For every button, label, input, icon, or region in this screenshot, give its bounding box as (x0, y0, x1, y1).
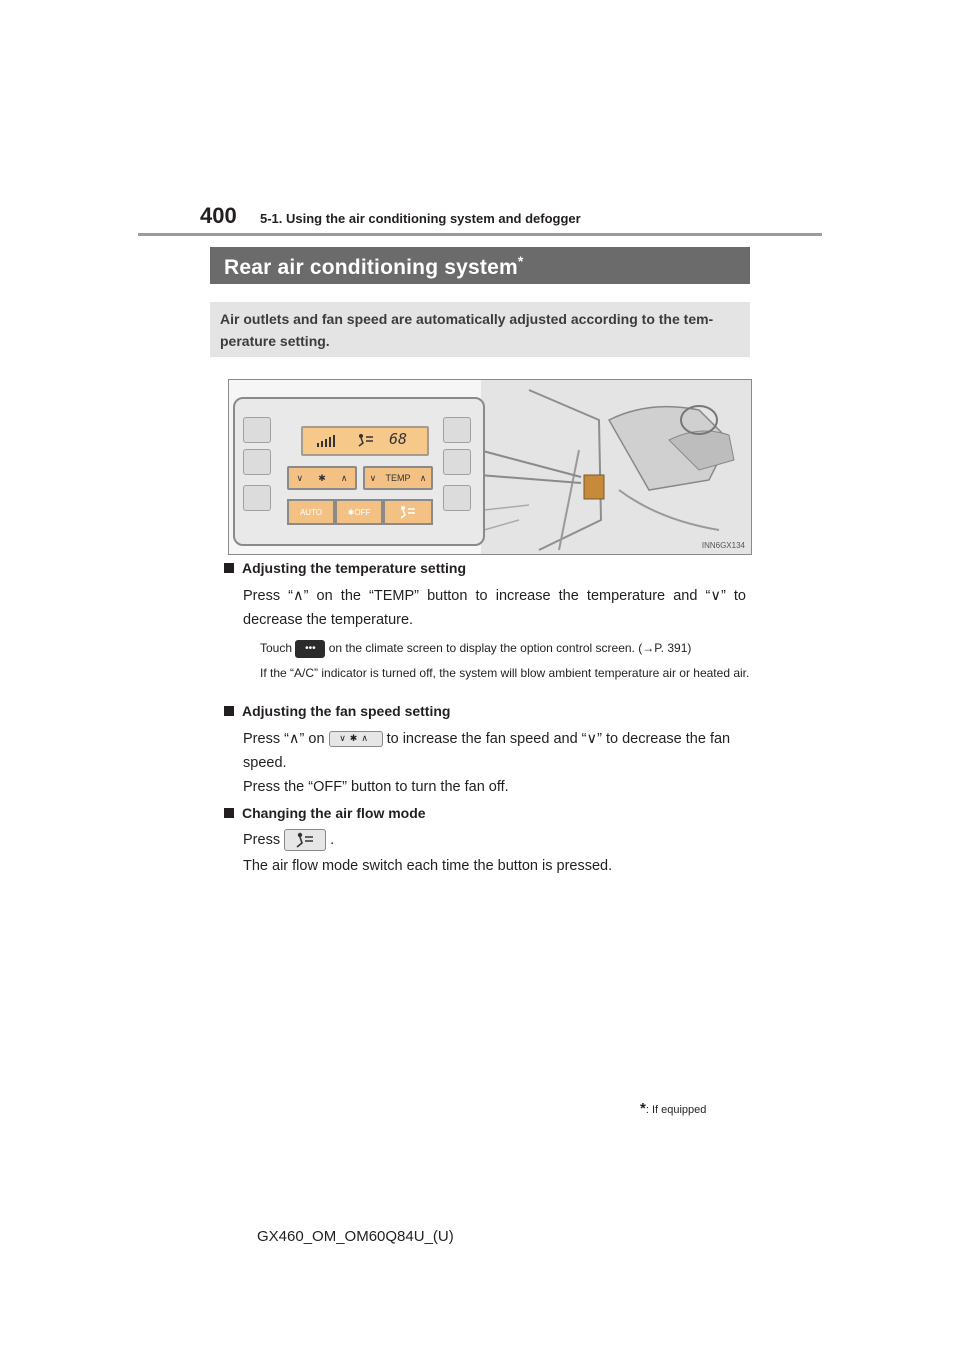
temperature-note-1 (260, 640, 750, 658)
fan-icon: ✱ (318, 472, 326, 483)
note-rest-text: on the climate screen to display the option control screen. (→P. 391) (328, 641, 692, 656)
chevron-down-icon: ∨ (296, 472, 304, 483)
fan-speed-rocker[interactable] (287, 466, 357, 490)
option-menu-icon: ••• (295, 640, 325, 658)
fan-level-icon (317, 435, 335, 447)
fan-heading-text: Adjusting the fan speed setting (242, 703, 451, 719)
airflow-heading-text: Changing the air flow mode (242, 805, 426, 821)
fan-off-text: Press the “OFF” button to turn the fan off. (243, 779, 509, 795)
panel-side-key (443, 417, 471, 443)
temperature-display-value: 68 (389, 430, 408, 448)
auto-button[interactable] (287, 499, 335, 525)
chevron-up-icon: ∧ (340, 472, 348, 483)
air-flow-icon (399, 505, 417, 519)
fan-body (243, 727, 746, 775)
climate-display (301, 426, 429, 456)
figure-id: INN6GX134 (701, 541, 745, 550)
air-flow-button-icon (284, 829, 326, 851)
section-marker-icon (224, 563, 234, 573)
header-rule (138, 233, 822, 236)
panel-side-key (243, 417, 271, 443)
rear-ac-illustration (228, 379, 752, 555)
page-title-text: Rear air conditioning system (224, 256, 518, 279)
temperature-heading (224, 560, 466, 576)
temperature-body: Press “∧” on the “TEMP” button to increase the temperature and “∨” to decrease the temperature. (243, 588, 746, 628)
off-label: OFF (354, 507, 371, 517)
air-flow-mode-button[interactable] (383, 499, 433, 525)
press-text: Press (243, 832, 281, 848)
fan-heading (224, 703, 450, 719)
airflow-heading (224, 805, 426, 821)
section-marker-icon (224, 706, 234, 716)
temp-rocker[interactable] (363, 466, 433, 490)
auto-label: AUTO (299, 507, 323, 517)
panel-side-key (443, 485, 471, 511)
temp-label: TEMP (385, 473, 411, 483)
fan-body-end: to increase the fan speed and “∨” to decrease the fan speed. (243, 731, 731, 771)
footnote-text: : If equipped (645, 1104, 707, 1116)
temperature-heading-text: Adjusting the temperature setting (242, 560, 467, 576)
air-flow-icon (285, 830, 325, 850)
chevron-down-icon: ∨ (369, 472, 377, 483)
fan-icon: ✱ (347, 507, 355, 517)
press-period: . (330, 832, 335, 848)
document-code: GX460_OM_OM60Q84U_(U) (257, 1228, 454, 1245)
fan-off-button[interactable] (335, 499, 383, 525)
rear-control-panel (233, 397, 485, 546)
airflow-body: The air flow mode switch each time the button is pressed. (243, 858, 613, 874)
intro-box (210, 302, 750, 357)
title-bar (210, 247, 750, 284)
intro-text: Air outlets and fan speed are automatically adjusted according to the tem-perature setting. (220, 311, 714, 349)
fan-body-start: Press “∧” on (243, 731, 325, 747)
panel-side-key (243, 449, 271, 475)
page-number: 400 (200, 203, 237, 228)
fan-rocker-icon: ∨✱∧ (329, 731, 383, 747)
temperature-note-2: If the “A/C” indicator is turned off, the system will blow ambient temperature air or heated air. (260, 666, 750, 680)
section-reference: 5-1. Using the air conditioning system and defogger (260, 211, 581, 226)
footnote (640, 1100, 706, 1117)
note-touch-text: Touch (260, 641, 293, 656)
air-flow-icon (357, 433, 375, 447)
section-marker-icon (224, 808, 234, 818)
airflow-press-line (243, 828, 334, 852)
footnote-marker: * (640, 1100, 646, 1117)
page-title (224, 253, 524, 280)
panel-side-key (443, 449, 471, 475)
chevron-up-icon: ∧ (419, 472, 427, 483)
panel-side-key (243, 485, 271, 511)
if-equipped-marker: * (517, 253, 524, 269)
